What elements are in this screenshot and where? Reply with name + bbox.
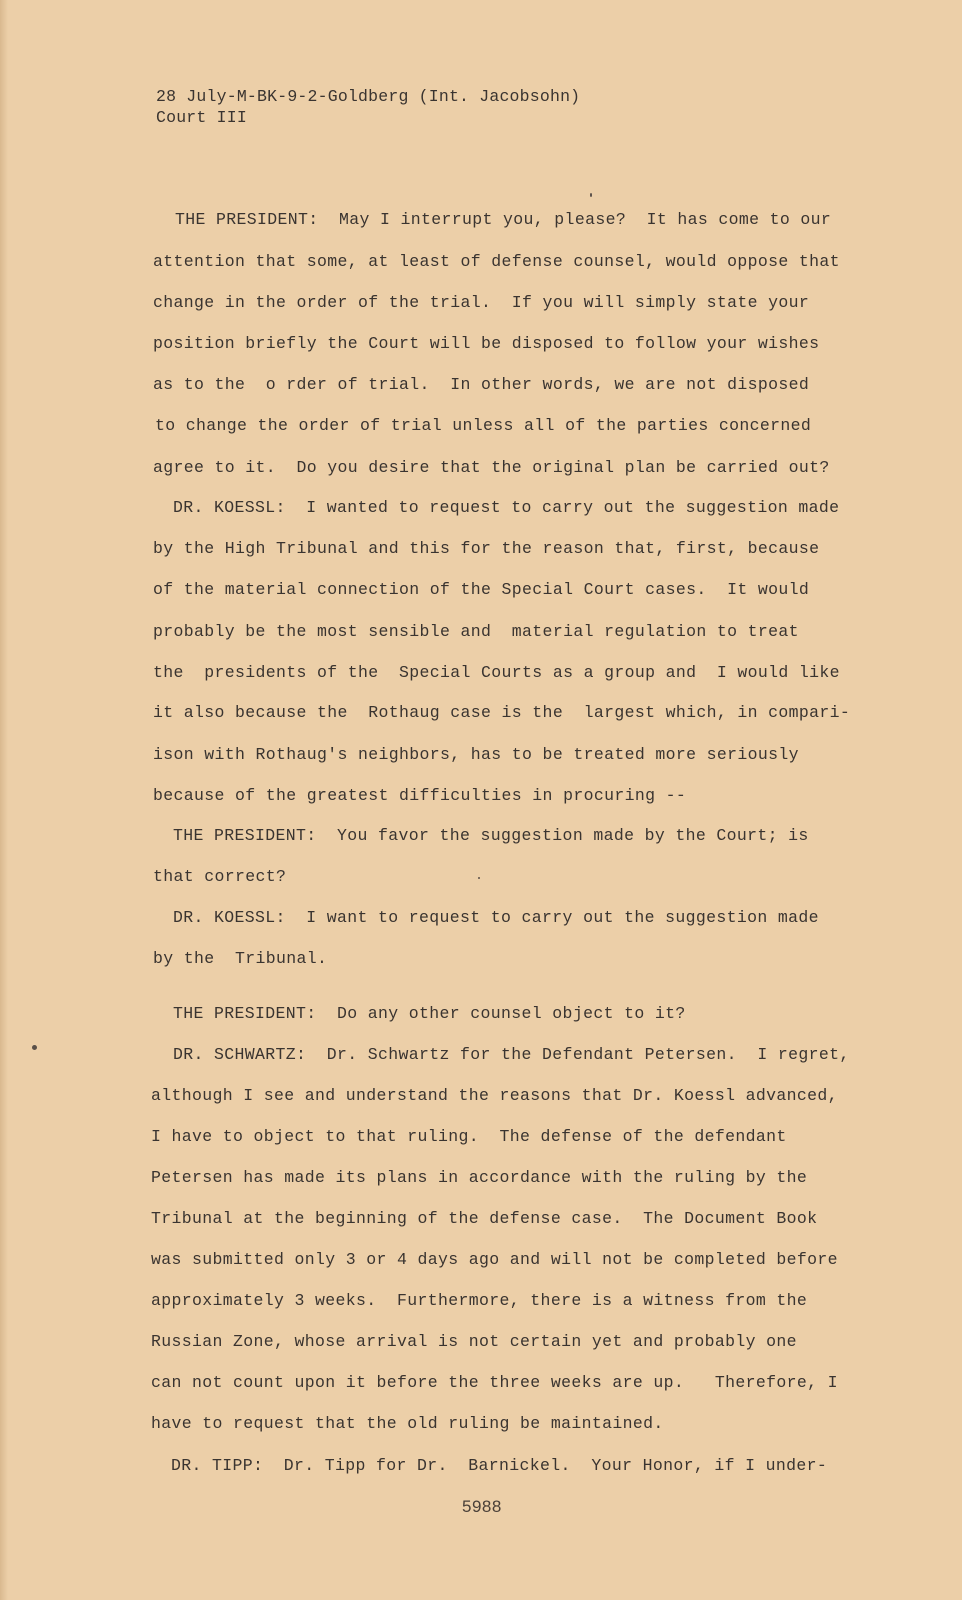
transcript-line: attention that some, at least of defense counsel, would oppose that <box>153 252 840 271</box>
transcript-line: Russian Zone, whose arrival is not certain yet and probably one <box>151 1332 797 1351</box>
ink-speck <box>590 193 592 197</box>
transcript-line: agree to it. Do you desire that the original plan be carried out? <box>153 458 830 477</box>
transcript-line: change in the order of the trial. If you will simply state your <box>153 293 810 312</box>
transcript-line: to change the order of trial unless all of the parties concerned <box>155 416 812 435</box>
transcript-line: was submitted only 3 or 4 days ago and will not be completed before <box>151 1250 838 1269</box>
transcript-line: the presidents of the Special Courts as a group and I would like <box>153 663 840 682</box>
transcript-line: Petersen has made its plans in accordance with the ruling by the <box>151 1168 808 1187</box>
transcript-line: position briefly the Court will be disposed to follow your wishes <box>153 334 820 353</box>
page-edge <box>0 0 8 1600</box>
transcript-line: DR. TIPP: Dr. Tipp for Dr. Barnickel. Your Honor, if I under- <box>171 1456 828 1475</box>
transcript-line: THE PRESIDENT: May I interrupt you, please? It has come to our <box>175 210 832 229</box>
page-number: 5988 <box>462 1497 502 1516</box>
transcript-line: by the High Tribunal and this for the reason that, first, because <box>153 539 820 558</box>
transcript-line: it also because the Rothaug case is the largest which, in compari- <box>153 703 851 722</box>
transcript-line: DR. SCHWARTZ: Dr. Schwartz for the Defendant Petersen. I regret, <box>173 1045 850 1064</box>
document-header <box>156 86 580 128</box>
transcript-line: DR. KOESSL: I want to request to carry out the suggestion made <box>173 908 819 927</box>
transcript-line: I have to object to that ruling. The defense of the defendant <box>151 1127 787 1146</box>
transcript-line: THE PRESIDENT: You favor the suggestion made by the Court; is <box>173 826 809 845</box>
transcript-line: that correct? <box>153 867 287 886</box>
transcript-line: as to the o rder of trial. In other words, we are not disposed <box>153 375 810 394</box>
transcript-line: of the material connection of the Special Court cases. It would <box>153 580 810 599</box>
transcript-line: probably be the most sensible and material regulation to treat <box>153 622 799 641</box>
ink-speck <box>32 1045 37 1050</box>
transcript-line: approximately 3 weeks. Furthermore, there is a witness from the <box>151 1291 808 1310</box>
transcript-line: although I see and understand the reasons that Dr. Koessl advanced, <box>151 1086 838 1105</box>
transcript-line: by the Tribunal. <box>153 949 328 968</box>
transcript-line: DR. KOESSL: I wanted to request to carry out the suggestion made <box>173 498 840 517</box>
transcript-line: because of the greatest difficulties in procuring -- <box>153 786 687 805</box>
transcript-line: have to request that the old ruling be maintained. <box>151 1414 664 1433</box>
ink-speck <box>478 877 480 879</box>
transcript-line: can not count upon it before the three weeks are up. Therefore, I <box>151 1373 838 1392</box>
header-reference: 28 July-M-BK-9-2-Goldberg (Int. Jacobsohn) <box>156 87 581 106</box>
transcript-line: Tribunal at the beginning of the defense case. The Document Book <box>151 1209 818 1228</box>
header-court: Court III <box>156 108 247 127</box>
transcript-line: THE PRESIDENT: Do any other counsel object to it? <box>173 1004 686 1023</box>
transcript-line: ison with Rothaug's neighbors, has to be treated more seriously <box>153 745 799 764</box>
